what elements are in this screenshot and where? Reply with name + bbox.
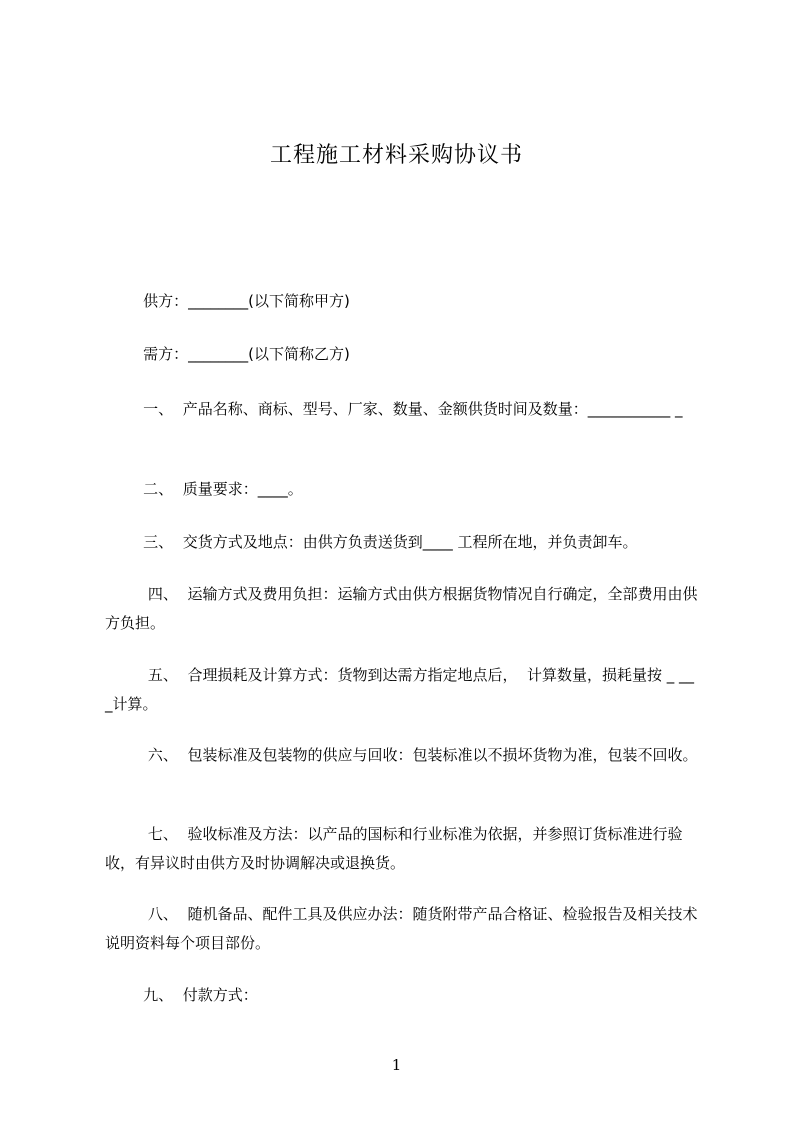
paragraph-clause-3: 三、 交货方式及地点：由供方负责送货到____ 工程所在地，并负责卸车。	[105, 533, 638, 551]
page-number: 1	[391, 1056, 402, 1074]
paragraph-clause-2: 二、 质量要求：____。	[105, 480, 303, 498]
paragraph-clause-1: 一、 产品名称、商标、型号、厂家、数量、金额供货时间及数量：___________ _	[105, 400, 683, 418]
paragraph-clause-7: 七、 验收标准及方法：以产品的国标和行业标准为依据，并参照订货标准进行验收，有异议时由供方及时协调解决或退换货。	[105, 825, 683, 872]
document-title: 工程施工材料采购协议书	[269, 143, 523, 168]
paragraph-clause-5: 五、 合理损耗及计算方式：货物到达需方指定地点后， 计算数量，损耗量按 _ ___计算。	[105, 666, 695, 713]
paragraph-clause-8: 八、 随机备品、配件工具及供应办法：随货附带产品合格证、检验报告及相关技术说明资料每个项目部份。	[105, 905, 698, 952]
paragraph-supplier: 供方：________(以下简称甲方)	[105, 292, 350, 310]
paragraph-clause-6: 六、 包装标准及包装物的供应与回收：包装标准以不损坏货物为准，包装不回收。	[105, 746, 698, 764]
paragraph-clause-4: 四、 运输方式及费用负担：运输方式由供方根据货物情况自行确定，全部费用由供方负担。	[105, 585, 698, 632]
paragraph-clause-9: 九、 付款方式：	[105, 986, 258, 1004]
paragraph-buyer: 需方：________(以下简称乙方)	[105, 345, 350, 363]
